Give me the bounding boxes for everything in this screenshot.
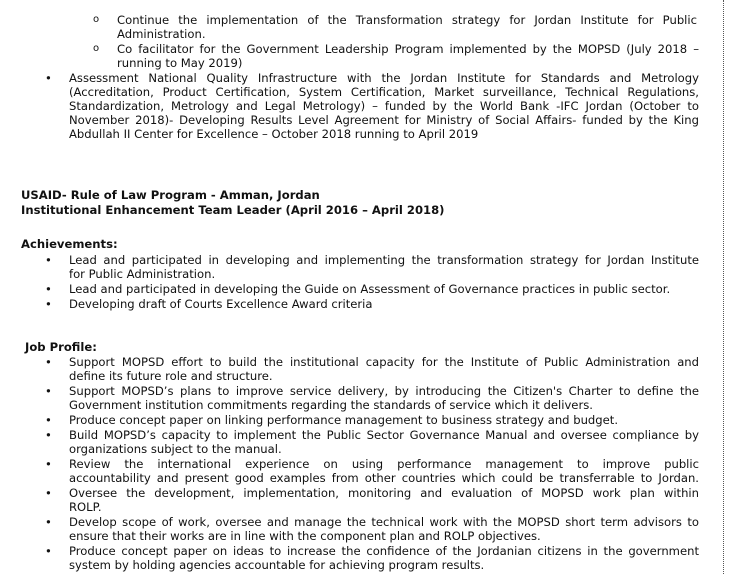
sub-item-2-line-1: Co facilitator for the Government Leadership Program implemented by the MOPSD (July 2018 –	[117, 42, 699, 56]
achievement-1-line-2: for Public Administration.	[69, 267, 216, 281]
job-1-line-2: define its future role and structure.	[69, 369, 273, 383]
bullet-icon: •	[45, 515, 52, 529]
top-item-line-2: (Accreditation, Product Certification, System Certification, Market surveillance, Technical Regulations,	[69, 85, 699, 99]
bullet-icon: •	[45, 297, 52, 311]
bullet-icon: •	[45, 355, 52, 369]
position-heading: Institutional Enhancement Team Leader (April 2016 – April 2018)	[21, 203, 445, 217]
top-item-line-3: Standardization, Metrology and Legal Metrology) – funded by the World Bank -IFC Jordan (October to	[69, 99, 699, 113]
achievement-2: Lead and participated in developing the Guide on Assessment of Governance practices in public sector.	[69, 282, 671, 296]
sub-item-2-line-2: running to May 2019)	[117, 56, 243, 70]
job-6-line-2: ROLP.	[69, 500, 102, 514]
bullet-icon: •	[45, 71, 52, 85]
achievement-1-line-1: Lead and participated in developing and implementing the transformation strategy for Jordan Institute	[69, 253, 699, 267]
job-profile-heading: Job Profile:	[25, 340, 97, 354]
job-4-line-2: organizations subject to the manual.	[69, 442, 282, 456]
job-2-line-2: Government institution commitments regarding the standards of service which it delivers.	[69, 398, 593, 412]
sub-bullet-icon: o	[93, 14, 100, 25]
job-8-line-1: Produce concept paper on ideas to increase the confidence of the Jordanian citizens in the government	[69, 544, 699, 558]
page-margin-guide	[723, 0, 724, 574]
job-3: Produce concept paper on linking performance management to business strategy and budget.	[69, 413, 619, 427]
top-item-line-5: Abdullah II Center for Excellence – October 2018 running to April 2019	[69, 127, 479, 141]
job-7-line-2: ensure that their works are in line with the component plan and ROLP objectives.	[69, 529, 541, 543]
employer-heading: USAID- Rule of Law Program - Amman, Jordan	[21, 188, 320, 202]
sub-item-1-line-1: Continue the implementation of the Transformation strategy for Jordan Institute for Public	[117, 13, 697, 27]
job-6-line-1: Oversee the development, implementation, monitoring and evaluation of MOPSD work plan within	[69, 486, 699, 500]
bullet-icon: •	[45, 384, 52, 398]
bullet-icon: •	[45, 413, 52, 427]
top-item-line-4: November 2018)- Developing Results Level Agreement for Ministry of Social Affairs- funded by the King	[69, 113, 699, 127]
sub-bullet-icon: o	[93, 43, 100, 54]
job-4-line-1: Build MOPSD’s capacity to implement the Public Sector Governance Manual and oversee compliance by	[69, 428, 699, 442]
bullet-icon: •	[45, 428, 52, 442]
sub-item-1-line-2: Administration.	[117, 27, 206, 41]
achievement-3: Developing draft of Courts Excellence Award criteria	[69, 297, 373, 311]
job-1-line-1: Support MOPSD effort to build the institutional capacity for the Institute of Public Administration and	[69, 355, 699, 369]
job-2-line-1: Support MOPSD’s plans to improve service delivery, by introducing the Citizen's Charter to define the	[69, 384, 699, 398]
top-item-line-1: Assessment National Quality Infrastructure with the Jordan Institute for Standards and Metrology	[69, 71, 699, 85]
bullet-icon: •	[45, 544, 52, 558]
job-5-line-1: Review the international experience on using performance management to improve public	[69, 457, 699, 471]
achievements-heading: Achievements:	[21, 237, 118, 251]
bullet-icon: •	[45, 486, 52, 500]
bullet-icon: •	[45, 253, 52, 267]
job-8-line-2: system by holding agencies accountable for achieving program results.	[69, 558, 485, 572]
job-7-line-1: Develop scope of work, oversee and manage the technical work with the MOPSD short term advisors to	[69, 515, 699, 529]
bullet-icon: •	[45, 457, 52, 471]
job-5-line-2: accountability and present good examples from other countries which could be transferrable to Jordan.	[69, 471, 699, 485]
bullet-icon: •	[45, 282, 52, 296]
